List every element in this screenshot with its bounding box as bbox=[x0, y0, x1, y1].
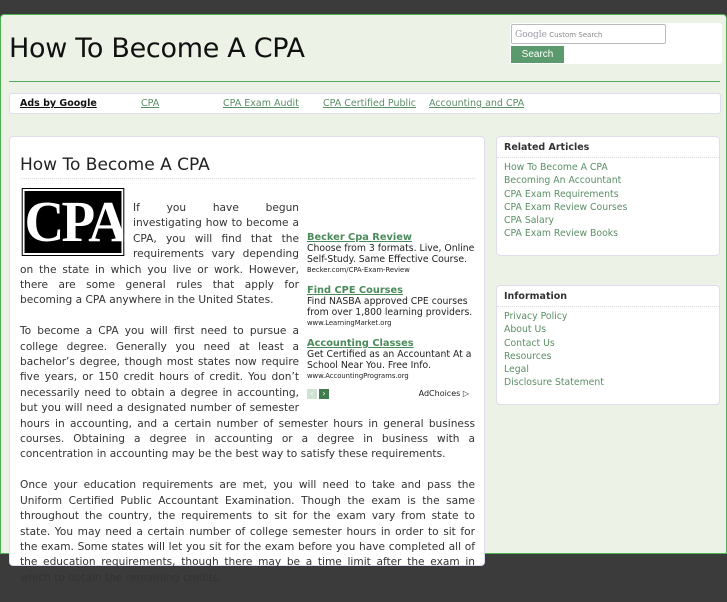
adchoices-link[interactable] bbox=[419, 388, 469, 399]
ad-link[interactable]: CPA Exam Audit bbox=[223, 98, 299, 109]
ad-url[interactable]: Becker.com/CPA-Exam-Review bbox=[307, 266, 410, 274]
info-link[interactable]: Resources bbox=[504, 350, 552, 362]
ad-text: Get Certified as an Accountant At a School Near You. Free Info. bbox=[307, 349, 472, 371]
title-divider bbox=[20, 178, 475, 179]
ad-title[interactable]: Becker Cpa Review bbox=[307, 232, 412, 243]
related-link[interactable]: CPA Salary bbox=[504, 215, 555, 227]
ad-url[interactable]: www.AccountingPrograms.org bbox=[307, 372, 409, 380]
search-input[interactable] bbox=[511, 24, 666, 44]
article-paragraph: To become a CPA you will first need to pursue a college degree. Generally you need at least a bachelor’s degree, though most states now require five years, or 150 credit hours of credit. You don’t necessarily need to obtain a degree in accounting, but you will need a designated number of semester hours in accounting, and a certain number of semester hours in general business courses. Obtaining a degree in accounting or a degree in business with a concentration in accounting may be the best way to satisfy these requirements. bbox=[20, 325, 475, 461]
article-paragraph: If you have begun investigating how to become a CPA, you will find that the requirements vary depending on the state in which you live or work. However, there are some general rules that apply for becoming a CPA anywhere in the United States. bbox=[20, 202, 299, 307]
ad-link[interactable]: CPA bbox=[141, 98, 160, 109]
information-heading: Information bbox=[497, 286, 719, 307]
related-articles-heading: Related Articles bbox=[497, 137, 719, 158]
ad-title[interactable]: Accounting Classes bbox=[307, 338, 414, 349]
ad-title[interactable]: Find CPE Courses bbox=[307, 285, 403, 296]
search-placeholder: Custom Search bbox=[549, 31, 603, 39]
search-button[interactable]: Search bbox=[511, 46, 564, 63]
ad-link[interactable]: CPA Certified Public bbox=[323, 98, 417, 109]
ad-nav bbox=[307, 388, 475, 399]
article-body bbox=[20, 189, 475, 602]
related-link[interactable]: CPA Exam Review Books bbox=[504, 228, 619, 240]
info-link[interactable]: About Us bbox=[504, 324, 547, 336]
ad-text: Find NASBA approved CPE courses from over 1,800 learning providers. bbox=[307, 296, 473, 318]
site-title[interactable]: How To Become A CPA bbox=[9, 33, 305, 64]
chevron-left-icon[interactable]: ‹ bbox=[307, 389, 317, 399]
chevron-right-icon[interactable]: › bbox=[319, 389, 329, 399]
ad-block bbox=[307, 223, 475, 399]
ad-links-bar bbox=[9, 93, 721, 114]
article-panel bbox=[9, 136, 485, 584]
article-title: How To Become A CPA bbox=[20, 155, 210, 175]
page bbox=[0, 14, 727, 584]
info-link[interactable]: Contact Us bbox=[504, 337, 555, 349]
info-link[interactable]: Privacy Policy bbox=[504, 311, 568, 322]
ad-text: Choose from 3 formats. Live, Online Self-Study. Same Effective Course. bbox=[307, 243, 475, 265]
related-link[interactable]: CPA Exam Review Courses bbox=[504, 201, 628, 213]
cpa-image: CPA bbox=[24, 189, 126, 254]
adchoices-icon: ▷ bbox=[462, 389, 469, 398]
related-articles-box bbox=[496, 136, 720, 256]
information-box bbox=[496, 285, 720, 405]
related-link[interactable]: CPA Exam Requirements bbox=[504, 188, 619, 200]
adchoices-label: AdChoices bbox=[418, 389, 461, 398]
google-logo: Google bbox=[515, 30, 547, 40]
search-box bbox=[510, 23, 722, 64]
info-link[interactable]: Disclosure Statement bbox=[504, 377, 604, 389]
article-paragraph: Once your education requirements are met, you will need to take and pass the Uniform Certified Public Accountant Examination. Though the exam is the same throughout the country, the requirements to sit for the exam vary from state to state. You may need a certain number of college semester hours in order to sit for the exam. Some states will let you sit for the exam before you have completed all of the education requirements, though there may be a time limit after the exam in which to obtain the remaining credits. bbox=[20, 479, 475, 584]
ad-url[interactable]: www.LearningMarket.org bbox=[307, 319, 392, 327]
ad-link[interactable]: Accounting and CPA bbox=[429, 98, 525, 109]
header-divider bbox=[9, 81, 720, 82]
ads-by-google-label[interactable]: Ads by Google bbox=[20, 98, 97, 109]
related-link[interactable]: How To Become A CPA bbox=[504, 162, 608, 173]
related-link[interactable]: Becoming An Accountant bbox=[504, 175, 622, 187]
info-link[interactable]: Legal bbox=[504, 364, 529, 376]
